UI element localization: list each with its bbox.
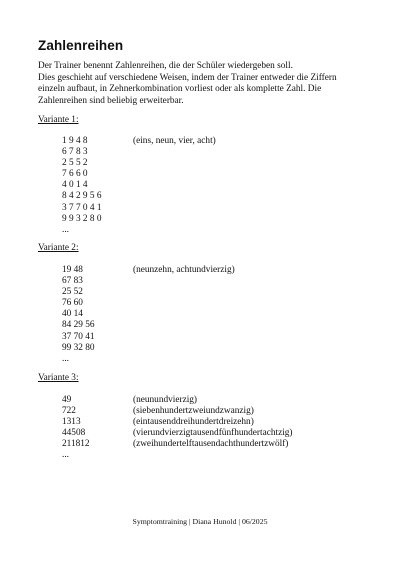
number-value: 8 4 2 9 5 6 [62,191,102,202]
number-value: 1313 [62,417,81,428]
number-spoken: (eintausenddreihundertdreizehn) [133,417,254,428]
number-value: 25 52 [62,287,83,298]
intro-line: einzeln aufbaut, in Zehnerkombination vorliest oder als komplette Zahl. Die [38,84,322,95]
number-value: 722 [62,406,76,417]
page-footer: Symptomtraining | Diana Hunold | 06/2025 [132,517,268,526]
number-value: 4 0 1 4 [62,180,88,191]
number-value: 9 9 3 2 8 0 [62,213,102,224]
number-value: 3 7 7 0 4 1 [62,202,102,213]
number-value: 6 7 8 3 [62,147,88,158]
number-spoken: (eins, neun, vier, acht) [133,136,216,146]
number-value: 19 48 [62,265,83,275]
intro-line: Dies geschieht auf verschiedene Weisen, indem der Trainer entweder die Ziffern [38,72,337,83]
intro-paragraph [38,61,368,107]
number-value: 67 83 [62,276,83,287]
number-value: ... [62,450,69,461]
number-value: 49 [62,395,72,405]
number-value: 1 9 4 8 [62,136,88,146]
section-label-variante-3: Variante 3: [38,373,79,383]
number-value: 99 32 80 [62,342,95,353]
number-spoken: (vierundvierzigtausendfünfhundertachtzig) [133,428,293,439]
number-spoken: (neunzehn, achtundvierzig) [133,265,235,275]
intro-line: Der Trainer benennt Zahlenreihen, die der Schüler wiedergeben soll. [38,61,293,71]
number-value: 44508 [62,428,86,439]
number-value: 211812 [62,439,90,450]
number-value: 84 29 56 [62,320,95,331]
number-value: 40 14 [62,309,83,320]
number-value: 76 60 [62,298,83,309]
number-value: ... [62,224,69,235]
number-spoken: (neunundvierzig) [133,395,198,405]
number-value: 2 5 5 2 [62,158,88,169]
number-spoken: (zweihundertelftausendachthundertzwölf) [133,439,289,450]
number-value: 7 6 6 0 [62,169,88,180]
intro-line: Zahlenreihen sind beliebig erweiterbar. [38,95,184,106]
section-label-variante-2: Variante 2: [38,243,79,253]
section-label-variante-1: Variante 1: [38,115,79,125]
page-title: Zahlenreihen [38,38,124,53]
number-spoken: (siebenhundertzweiundzwanzig) [133,406,254,417]
number-value: ... [62,353,69,364]
number-value: 37 70 41 [62,331,95,342]
